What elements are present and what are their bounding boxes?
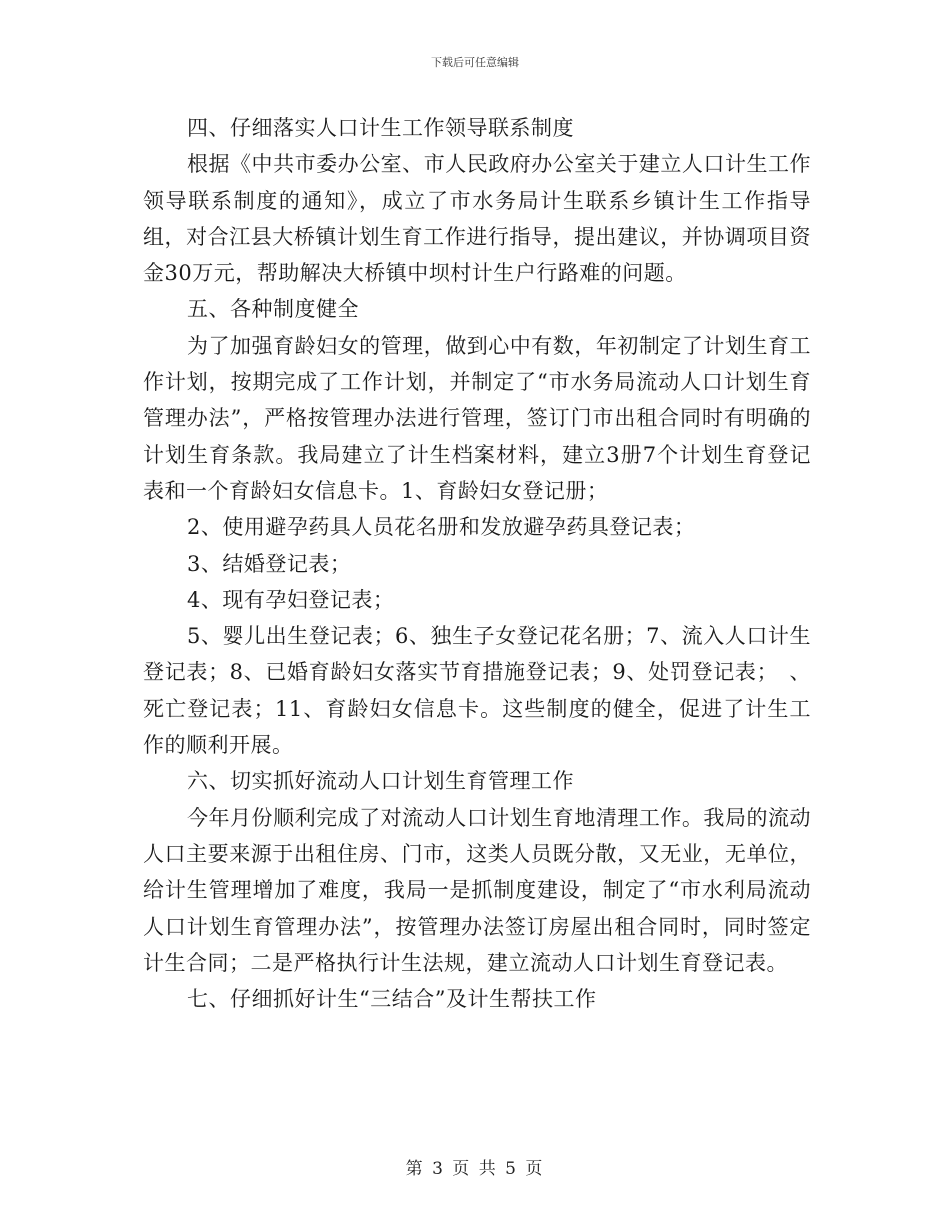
paragraph: 今年月份顺利完成了对流动人口计划生育地清理工作。我局的流动人口主要来源于出租住房、门市，这类人员既分散，又无业，无单位，给计生管理增加了难度，我局一是抓制度建设，制定了“市水利局流动人口计划生育管理办法”，按管理办法签订房屋出租合同时，同时签定计生合同；二是严格执行计生法规，建立流动人口计划生育登记表。 xyxy=(143,805,811,975)
list-item: 4、现有孕妇登记表； xyxy=(187,587,395,612)
section-heading-4: 四、仔细落实人口计生工作领导联系制度 xyxy=(187,116,574,140)
paragraph: 根据《中共市委办公室、市人民政府办公室关于建立人口计生工作领导联系制度的通知》，成立了市水务局计生联系乡镇计生工作指导组，对合江县大桥镇计划生育工作进行指导，提出建议，并协调项目资金30万元，帮助解决大桥镇中坝村计生户行路难的问题。 xyxy=(143,152,811,286)
list-item: 5、婴儿出生登记表；6、独生子女登记花名册；7、流入人口计生登记表；8、已婚育龄妇女落实节育措施登记表；9、处罚登记表； 、死亡登记表；11、育龄妇女信息卡。这些制度的健全，促进了计生工作的顺利开展。 xyxy=(143,624,811,758)
list-item: 2、使用避孕药具人员花名册和发放避孕药具登记表； xyxy=(187,515,696,540)
section-heading-5: 五、各种制度健全 xyxy=(187,297,359,322)
list-item: 3、结婚登记表； xyxy=(187,551,352,576)
section-heading-6: 六、切实抓好流动人口计划生育管理工作 xyxy=(187,769,574,794)
paragraph: 为了加强育龄妇女的管理，做到心中有数，年初制定了计划生育工作计划，按期完成了工作计划，并制定了“市水务局流动人口计划生育管理办法”，严格按管理办法进行管理，签订门市出租合同时有明确的计划生育条款。我局建立了计生档案材料，建立3册7个计划生育登记表和一个育龄妇女信息卡。1、育龄妇女登记册； xyxy=(143,333,811,503)
section-heading-7: 七、仔细抓好计生“三结合”及计生帮扶工作 xyxy=(187,987,597,1012)
document-body xyxy=(143,110,811,1017)
page-header-note: 下载后可任意编辑 xyxy=(431,56,519,69)
page-number: 第 3 页 共 5 页 xyxy=(405,1159,545,1179)
